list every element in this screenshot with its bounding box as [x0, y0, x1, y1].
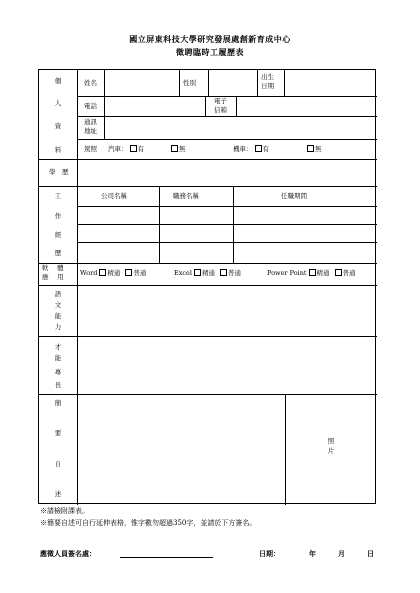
- excel-fluent-label: 精通: [201, 269, 215, 277]
- excel-label: Excel: [174, 269, 192, 277]
- powerpoint-label: Power Point: [267, 269, 307, 277]
- powerpoint-normal-checkbox[interactable]: [335, 269, 342, 276]
- personal-char-3: 資: [54, 122, 62, 130]
- motorcycle-license-options: [233, 145, 269, 154]
- personal-char-4: 料: [54, 146, 62, 154]
- excel-fluent-checkbox[interactable]: [194, 269, 201, 276]
- software-powerpoint: [267, 269, 356, 278]
- motorcycle-none-checkbox[interactable]: [307, 145, 314, 152]
- address-label-line1: 通訊: [84, 118, 97, 126]
- work-header-company: 公司名稱: [101, 192, 127, 200]
- education-label: 學 歷: [49, 168, 69, 176]
- email-label-line2: 信箱: [214, 106, 227, 114]
- bio-char-1: 簡: [54, 399, 62, 407]
- software-excel: [174, 269, 241, 278]
- excel-normal-label: 普通: [227, 269, 241, 277]
- date-month: 月: [338, 549, 345, 558]
- car-have-label: 有: [137, 145, 144, 153]
- car-have-checkbox[interactable]: [130, 145, 137, 152]
- language-char-1: 語: [54, 290, 62, 298]
- bio-char-2: 要: [54, 429, 62, 437]
- excel-normal-checkbox[interactable]: [220, 269, 227, 276]
- bio-char-4: 述: [54, 490, 62, 498]
- signer-label: 應徵人員簽名處：: [40, 549, 96, 558]
- powerpoint-normal-label: 普通: [342, 269, 356, 277]
- gender-label: 性別: [183, 79, 196, 87]
- car-none-option: [169, 145, 186, 154]
- software-label-line1: 軟 體: [42, 264, 64, 272]
- license-label: 駕照: [84, 145, 97, 153]
- word-normal-label: 普通: [133, 269, 147, 277]
- word-fluent-checkbox[interactable]: [99, 269, 106, 276]
- motorcycle-none-option: [305, 145, 322, 154]
- skills-char-1: 才: [54, 343, 62, 351]
- form-title: 國立屏東科技大學研究發展處創新育成中心: [129, 34, 291, 44]
- word-fluent-label: 精通: [107, 269, 121, 277]
- car-label: 汽車：: [108, 145, 128, 153]
- software-word: [80, 269, 146, 278]
- date-year: 年: [309, 549, 316, 558]
- work-header-position: 職務名稱: [173, 192, 199, 200]
- skills-char-4: 長: [54, 381, 62, 389]
- name-label: 姓名: [84, 79, 97, 87]
- resume-form: [38, 69, 376, 504]
- note-attach-schedule: ※請檢附課表。: [40, 507, 89, 515]
- photo-char-1: 照: [327, 437, 335, 445]
- form-subtitle: 徵聘臨時工履歷表: [176, 47, 244, 57]
- motorcycle-have-checkbox[interactable]: [255, 145, 262, 152]
- software-label-line2: 應 用: [42, 273, 64, 281]
- email-label-line1: 電子: [214, 97, 227, 105]
- note-bio-limit: ※簡要自述可自行延伸表格，惟字數勿超過350字，並請於下方簽名。: [40, 519, 257, 527]
- powerpoint-fluent-label: 精通: [316, 269, 330, 277]
- birth-label-line1: 出生: [261, 73, 274, 81]
- date-day: 日: [367, 549, 374, 558]
- car-none-label: 無: [179, 145, 186, 153]
- skills-char-3: 專: [54, 368, 62, 376]
- work-char-3: 經: [54, 231, 62, 239]
- language-char-2: 文: [54, 301, 62, 309]
- word-label: Word: [80, 269, 98, 277]
- language-char-3: 能: [54, 312, 62, 320]
- car-license-options: [108, 145, 144, 154]
- skills-char-2: 能: [54, 354, 62, 362]
- birth-label-line2: 日期: [261, 82, 274, 90]
- word-normal-checkbox[interactable]: [125, 269, 132, 276]
- motorcycle-have-label: 有: [262, 145, 269, 153]
- phone-label: 電話: [84, 102, 97, 110]
- personal-char-2: 人: [54, 99, 62, 107]
- powerpoint-fluent-checkbox[interactable]: [309, 269, 316, 276]
- photo-char-2: 片: [327, 447, 335, 455]
- motorcycle-none-label: 無: [315, 145, 322, 153]
- personal-char-1: 個: [54, 77, 62, 85]
- address-label-line2: 地址: [84, 127, 97, 135]
- work-char-2: 作: [54, 212, 62, 220]
- date-label: 日期：: [259, 549, 280, 558]
- work-header-period: 任職期間: [281, 192, 307, 200]
- work-char-4: 歷: [54, 249, 62, 257]
- signature-line[interactable]: [120, 557, 213, 558]
- car-none-checkbox[interactable]: [171, 145, 178, 152]
- language-char-4: 力: [54, 323, 62, 331]
- work-char-1: 工: [54, 192, 62, 200]
- motorcycle-label: 機車：: [233, 145, 253, 153]
- bio-char-3: 自: [54, 460, 62, 468]
